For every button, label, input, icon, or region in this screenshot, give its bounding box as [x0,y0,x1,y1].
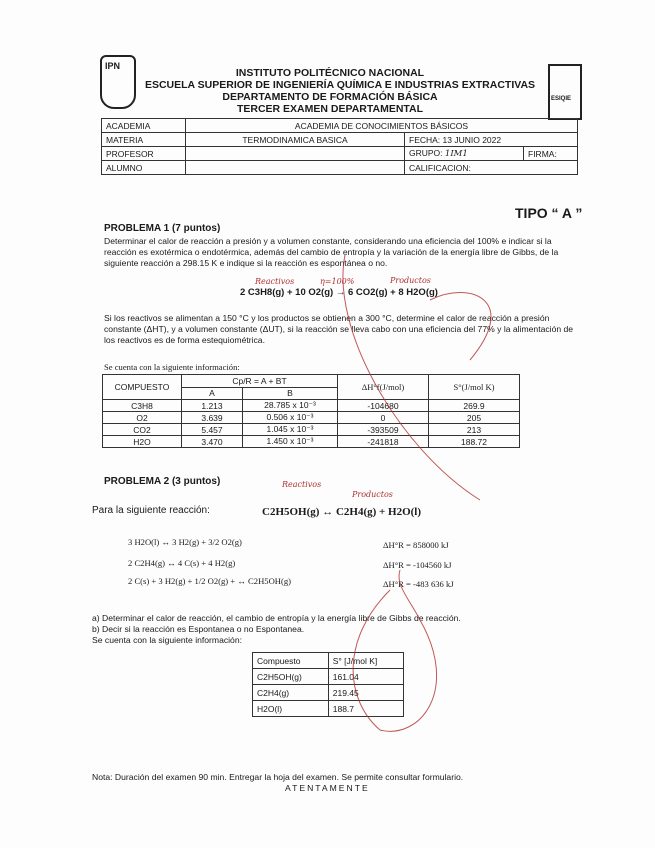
p1-reaction: 2 C3H8(g) + 10 O2(g) → 6 CO2(g) + 8 H2O(g) [240,287,438,298]
table1-intro: Se cuenta con la siguiente información: [104,362,240,372]
p1-text: Determinar el calor de reacción a presión y a volumen constante, considerando una eficiencia del 100% e indicar si la reacción es exotérmica o endotérmica, además del cambio de entropía y la variación de la energía libre de Gibbs, de la siguiente reacción a 298.15 K e indique si la reacción es espontánea o no. [104,236,559,268]
t1-cell-a: 5.457 [182,424,243,436]
t1-cell-c: CO2 [103,424,182,436]
t1-cell-b: 28.785 x 10⁻³ [243,400,338,412]
t1-col-a: A [182,387,243,400]
academia-value: ACADEMIA DE CONOCIMIENTOS BÁSICOS [186,119,578,133]
eq3: 2 C(s) + 3 H2(g) + 1/2 O2(g) + ↔ C2H5OH(g) [128,576,292,586]
eq3-dh: ΔH°R = -483 636 kJ [383,579,454,589]
t2-cell-c: C2H4(g) [253,685,329,701]
t2-col1: Compuesto [253,653,329,669]
t1-cell-c: C3H8 [103,400,182,412]
t2-cell-s: 161.04 [328,669,403,685]
t1-cell-s: 269.9 [429,400,520,412]
footer-atentamente: ATENTAMENTE [285,783,370,793]
t2-cell-s: 219.45 [328,685,403,701]
p1-text2: Si los reactivos se alimentan a 150 °C y los productos se obtienen a 300 °C, determine el calor de reacción a presión constante (ΔHT), y a volumen constante (ΔUT), si la reacción se lleva cabo con una eficiencia del 77% y la alimentación de los reactivos es de forma estequiométrica. [104,313,574,345]
tipo-label: TIPO “ A ” [515,205,583,221]
footer-nota: Nota: Duración del examen 90 min. Entregar la hoja del examen. Se permite consultar formulario. [92,772,464,782]
t1-cell-s: 205 [429,412,520,424]
materia-value: TERMODINAMICA BASICA [186,133,405,147]
header-line3: DEPARTAMENTO DE FORMACIÓN BÁSICA [222,91,438,103]
profesor-label: PROFESOR [102,147,186,161]
t1-col-compuesto: COMPUESTO [103,375,182,400]
t1-col-cp: Cp/R = A + BT [182,375,338,388]
p2-qb: b) Decir si la reacción es Espontanea o no Espontanea. [92,624,305,634]
eq2-dh: ΔH°R = -104560 kJ [383,560,452,570]
t1-cell-s: 188.72 [429,436,520,448]
grupo-label: GRUPO: [409,148,443,158]
alumno-label: ALUMNO [102,161,186,175]
eq2: 2 C2H4(g) ↔ 4 C(s) + 4 H2(g) [128,558,236,568]
hw-productos: Productos [390,276,431,285]
t1-col-s: S°(J/mol K) [429,375,520,400]
logo-left-text: IPN [105,61,121,71]
t1-cell-a: 3.639 [182,412,243,424]
t1-cell-dh: -241818 [338,436,429,448]
materia-label: MATERIA [102,133,186,147]
fecha: FECHA: 13 JUNIO 2022 [405,133,578,147]
t1-cell-b: 0.506 x 10⁻³ [243,412,338,424]
t1-cell-dh: -104680 [338,400,429,412]
t1-cell-s: 213 [429,424,520,436]
t1-cell-dh: 0 [338,412,429,424]
academia-label: ACADEMIA [102,119,186,133]
header-line1: INSTITUTO POLITÉCNICO NACIONAL [235,67,425,79]
eq1-dh: ΔH°R = 858000 kJ [383,540,449,550]
p2-title: PROBLEMA 2 (3 puntos) [104,476,221,487]
t2-col2: S° [J/mol K] [328,653,403,669]
t1-cell-a: 3.470 [182,436,243,448]
t2-cell-s: 188.7 [328,701,403,717]
t1-col-dh: ΔH°f(J/mol) [338,375,429,400]
t1-cell-dh: -393509 [338,424,429,436]
header-line2: ESCUELA SUPERIOR DE INGENIERÍA QUÍMICA E INDUSTRIAS EXTRACTIVAS [144,79,536,91]
hw-reactivos: Reactivos [255,277,295,286]
t1-cell-c: H2O [103,436,182,448]
p2-info: Se cuenta con la siguiente información: [92,635,243,645]
hw-eta: η=100% [320,277,355,286]
p1-title: PROBLEMA 1 (7 puntos) [104,223,221,234]
t1-cell-a: 1.213 [182,400,243,412]
t2-cell-c: H2O(l) [253,701,329,717]
hw-productos-2: Productos [352,490,393,499]
p2-reaction: C2H5OH(g) ↔ C2H4(g) + H2O(l) [262,506,422,518]
calificacion: CALIFICACION: [405,161,578,175]
p2-qa: a) Determinar el calor de reacción, el cambio de entropía y la energía libre de Gibbs de reacción. [92,613,461,623]
t1-col-b: B [243,387,338,400]
firma: FIRMA: [524,147,578,161]
t2-cell-c: C2H5OH(g) [253,669,329,685]
header-line4: TERCER EXAMEN DEPARTAMENTAL [236,103,424,115]
t1-cell-c: O2 [103,412,182,424]
eq1: 3 H2O(l) ↔ 3 H2(g) + 3/2 O2(g) [128,537,242,547]
p2-intro: Para la siguiente reacción: [92,505,210,516]
grupo-value: 1IM1 [444,149,468,159]
t1-cell-b: 1.045 x 10⁻³ [243,424,338,436]
hw-reactivos-2: Reactivos [282,480,322,489]
t1-cell-b: 1.450 x 10⁻³ [243,436,338,448]
logo-right-text: ESIQIE [551,96,572,102]
